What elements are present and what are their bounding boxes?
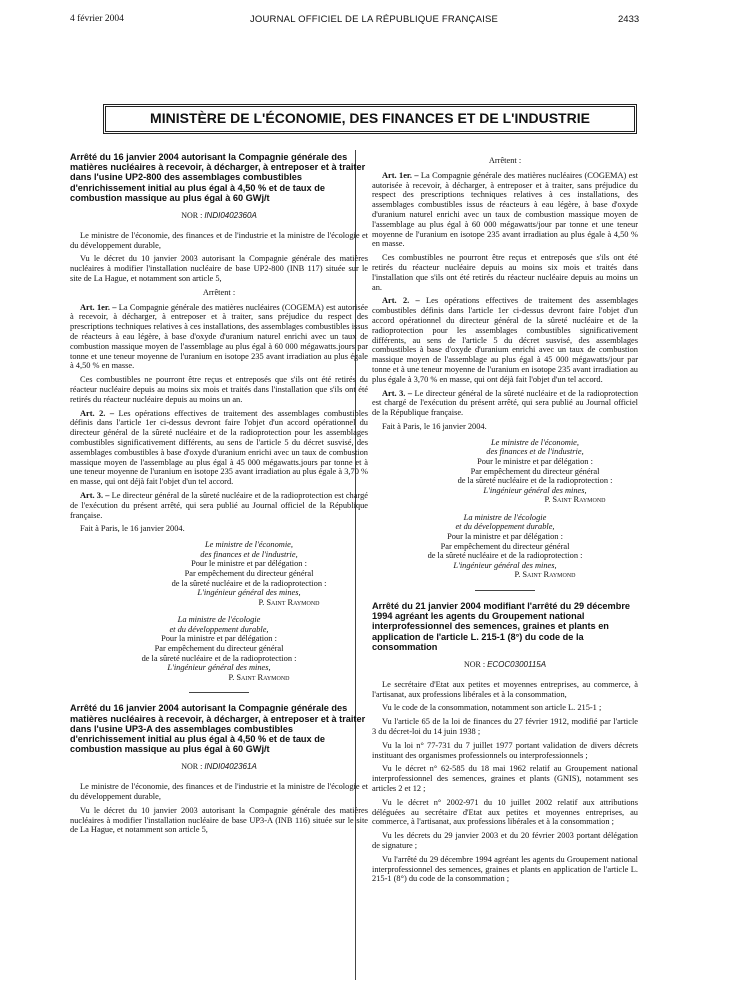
article-1-cont: Ces combustibles ne pourront être reçus et entreposés que s'ils ont été retirés du réacteur nucléaire depuis au moins six mois et traités dans l'installation que s'ils ont été retirés du réacteur nucléaire depuis au moins un an. — [372, 253, 638, 292]
signature-line: L'ingénieur général des mines, — [167, 663, 271, 673]
right-column — [372, 152, 638, 888]
signatory-name: P. Saint Raymond — [514, 570, 576, 580]
decree-title: Arrêté du 21 janvier 2004 modifiant l'arrêté du 29 décembre 1994 agréant les agents du Groupement national interprofessionnel des semences, graines et plants en application de l'article L. 215-1 (8°) du code de la consommation — [372, 601, 631, 652]
visa: Vu le décret du 10 janvier 2003 autorisant la Compagnie générale des matières nucléaires à modifier l'installation nucléaire de base UP3-A (INB 116) située sur le site de La Hague, et notamment son article 5, — [70, 805, 368, 835]
signature-block — [372, 438, 638, 505]
signature-line: des finances et de l'industrie, — [486, 447, 584, 457]
article-1-cont: Ces combustibles ne pourront être reçus et entreposés que s'ils ont été retirés du réacteur nucléaire depuis au moins six mois et traités dans l'installation que s'ils ont été retirés du réacteur nucléaire depuis au moins un an. — [70, 375, 368, 404]
issue-date: 4 février 2004 — [70, 14, 124, 24]
visa: Vu le décret n° 62-585 du 18 mai 1962 relatif au Groupement national interprofessionnel des semences, graines et plants (GNIS), notamment ses articles 2 et 12 ; — [372, 764, 638, 794]
signature-date: Fait à Paris, le 16 janvier 2004. — [382, 421, 487, 431]
arretent: Arrêtent : — [202, 287, 236, 297]
nor-code: INDI0402360A — [204, 211, 257, 221]
signature-line: Par empêchement du directeur général — [470, 466, 600, 476]
signature-line: Par empêchement du directeur général — [154, 644, 284, 654]
nor-reference — [70, 762, 368, 772]
article-2 — [372, 296, 638, 384]
article-text: Les opérations effectives de traitement des assemblages combustibles définis dans l'article 1er ci-dessus devront faire l'objet d'un accord opérationnel du directeur général de la sûreté nucléaire et de la radioprotection pour les assemblages combustibles significativement différents, au sens de l'article 5 du décret susvisé, des assemblages combustibles à base d'oxyde d'uranium enrichi avec un taux de combustion massique moyen de l'assemblage au plus égal à 45 000 mégawatts.jours par tonne et à une teneur moyenne de l'uranium en isotope 235 avant irradiation au plus égale à 3,70 % en masse, qui ont déjà fait l'objet d'un tel accord. — [70, 408, 369, 487]
signature-line: de la sûreté nucléaire et de la radioprotection : — [427, 551, 583, 561]
signature-line: Par empêchement du directeur général — [440, 541, 570, 551]
signature-line: La ministre de l'écologie — [463, 512, 547, 522]
signature-line: de la sûreté nucléaire et de la radioprotection : — [457, 476, 613, 486]
visa: Vu l'article 65 de la loi de finances du 27 février 1912, modifié par l'article 3 du décret-loi du 14 juin 1938 ; — [372, 717, 638, 737]
signature-line: de la sûreté nucléaire et de la radioprotection : — [171, 578, 327, 588]
article-1 — [70, 303, 368, 372]
signature-line: L'ingénieur général des mines, — [453, 560, 557, 570]
signature-line: Pour la ministre et par délégation : — [447, 532, 563, 542]
nor-label: NOR : — [181, 762, 203, 772]
article-label: Art. 1er. – — [80, 302, 117, 312]
signature-line: L'ingénieur général des mines, — [197, 588, 301, 598]
section-separator — [475, 590, 535, 591]
page-header — [0, 14, 748, 28]
page-number: 2433 — [618, 14, 640, 25]
nor-reference — [372, 660, 638, 670]
article-label: Art. 1er. – — [382, 170, 419, 180]
visa: Vu le code de la consommation, notamment son article L. 215-1 ; — [382, 703, 602, 713]
signature-block — [70, 615, 368, 682]
signature-line: La ministre de l'écologie — [177, 615, 261, 625]
article-text: Le directeur général de la sûreté nucléaire et de la radioprotection est chargé de l'exécution du présent arrêté, qui sera publié au Journal officiel de la République française. — [70, 490, 368, 520]
signature-line: et du développement durable, — [169, 624, 269, 634]
signatory-name: P. Saint Raymond — [228, 672, 290, 682]
article-2 — [70, 409, 368, 487]
preamble: Le secrétaire d'Etat aux petites et moyennes entreprises, au commerce, à l'artisanat, aux professions libérales et à la consommation, — [372, 679, 638, 699]
visa: Vu le décret n° 2002-971 du 10 juillet 2002 relatif aux attributions déléguées au secrétaire d'Etat aux petites et moyennes entreprises, au commerce, à l'artisanat, aux professions libérales et à la consommation ; — [372, 797, 638, 827]
decree-title: Arrêté du 16 janvier 2004 autorisant la Compagnie générale des matières nucléaires à recevoir, à décharger, à entreposer et à traiter dans l'usine UP3-A des assemblages combustibles d'enrichissement initial au plus égal à 4,50 % et de taux de combustion massique au plus égal à 60 GWj/t — [70, 703, 366, 755]
article-3 — [372, 389, 638, 418]
preamble: Le ministre de l'économie, des finances et de l'industrie et la ministre de l'écologie et du développement durable, — [70, 230, 368, 250]
article-label: Art. 3. – — [80, 490, 110, 500]
signature-line: de la sûreté nucléaire et de la radioprotection : — [141, 653, 297, 663]
visa: Vu le décret du 10 janvier 2003 autorisant la Compagnie générale des matières nucléaires à modifier l'installation nucléaire de base UP2-800 (INB 117) située sur le site de La Hague, et notamment son article 5, — [70, 254, 368, 283]
signature-line: L'ingénieur général des mines, — [483, 485, 587, 495]
signature-block — [70, 540, 368, 607]
signature-line: Pour le ministre et par délégation : — [191, 559, 307, 569]
signatory-name: P. Saint Raymond — [544, 495, 606, 505]
visa: Vu la loi n° 77-731 du 7 juillet 1977 portant validation de divers décrets instituant des organismes professionnels ou interprofessionnels ; — [372, 740, 638, 760]
section-separator — [189, 692, 249, 693]
decree-title: Arrêté du 16 janvier 2004 autorisant la Compagnie générale des matières nucléaires à recevoir, à décharger, à entreposer et à traiter dans l'usine UP2-800 des assemblages combustibles d'enrichissement initial au plus égal à 4,50 % et de taux de combustion massique au plus égal à 60 GWj/t — [70, 152, 366, 203]
signature-line: Pour le ministre et par délégation : — [477, 456, 593, 466]
signatory-name: P. Saint Raymond — [258, 597, 320, 607]
journal-title: JOURNAL OFFICIEL DE LA RÉPUBLIQUE FRANÇAISE — [249, 14, 499, 25]
visa: Vu les décrets du 29 janvier 2003 et du 20 février 2003 portant délégation de signature ; — [372, 831, 638, 850]
nor-label: NOR : — [181, 211, 203, 221]
article-label: Art. 2. – — [382, 296, 420, 306]
signature-date: Fait à Paris, le 16 janvier 2004. — [80, 524, 185, 534]
nor-code: INDI0402361A — [204, 762, 257, 772]
visa: Vu l'arrêté du 29 décembre 1994 agréant les agents du Groupement national interprofessionnel des semences, graines et plants en application de l'article L. 215-1 (8°) du code de la consommation ; — [372, 854, 638, 884]
signature-line: Pour la ministre et par délégation : — [161, 634, 277, 644]
article-text: Les opérations effectives de traitement des assemblages combustibles définis dans l'article 1er ci-dessus devront faire l'objet d'un accord opérationnel du directeur général de la sûreté nucléaire et de la radioprotection pour les assemblages combustibles significativement différents, au sens de l'article 5 du décret susvisé, des assemblages combustibles à base d'oxyde d'uranium enrichi avec un taux de combustion massique moyen de l'assemblage au plus égal à 45 000 mégawatts/jour par tonne et à une teneur moyenne de l'uranium en isotope 235 avant irradiation au plus égale à 3,70 % en masse, qui ont déjà fait l'objet d'un tel accord. — [372, 296, 638, 384]
article-label: Art. 3. – — [382, 388, 413, 398]
article-1 — [372, 171, 638, 249]
signature-line: Le ministre de l'économie, — [204, 540, 293, 550]
ministry-banner: MINISTÈRE DE L'ÉCONOMIE, DES FINANCES ET DE L'INDUSTRIE — [103, 104, 637, 134]
article-3 — [70, 491, 368, 520]
nor-code: ECOC0300115A — [487, 660, 547, 670]
nor-label: NOR : — [463, 660, 486, 670]
signature-line: des finances et de l'industrie, — [200, 549, 298, 559]
signature-line: et du développement durable, — [455, 522, 555, 532]
signature-line: Par empêchement du directeur général — [184, 568, 314, 578]
preamble: Le ministre de l'économie, des finances et de l'industrie et la ministre de l'écologie et du développement durable, — [70, 782, 368, 802]
arretent: Arrêtent : — [488, 156, 522, 165]
signature-block — [372, 513, 638, 580]
article-text: Le directeur général de la sûreté nucléaire et de la radioprotection est chargé de l'exécution du présent arrêté, qui sera publié au Journal officiel de la République française. — [372, 388, 639, 418]
nor-reference — [70, 211, 368, 221]
left-column — [70, 152, 368, 839]
article-text: La Compagnie générale des matières nucléaires (COGEMA) est autorisée à recevoir, à décharger, à entreposer et à traiter, sans préjudice du respect des prescriptions techniques relatives à ces installations, des assemblages combustibles issus de réacteurs à eau légère, à base d'oxyde d'uranium naturel enrichi avec un taux de combustion massique moyen de l'assemblage au plus égal à 60 000 mégawatts.jours par tonne et une teneur moyenne de l'uranium en isotope 235 avant irradiation au plus égale à 4,50 % en masse. — [70, 302, 369, 371]
article-text: La Compagnie générale des matières nucléaires (COGEMA) est autorisée à recevoir, à décharger, à entreposer et à traiter, sans préjudice du respect des prescriptions techniques relatives à ces installations, des assemblages combustibles issus de réacteurs à eau légère, à base d'oxyde d'uranium naturel enrichi avec un taux de combustion massique moyen de l'assemblage au plus égal à 60 000 mégawatts/jour par tonne et une teneur moyenne de l'uranium en isotope 235 avant irradiation au plus égale à 4,50 % en masse. — [372, 170, 638, 249]
article-label: Art. 2. – — [80, 408, 115, 418]
signature-line: Le ministre de l'économie, — [490, 437, 579, 447]
